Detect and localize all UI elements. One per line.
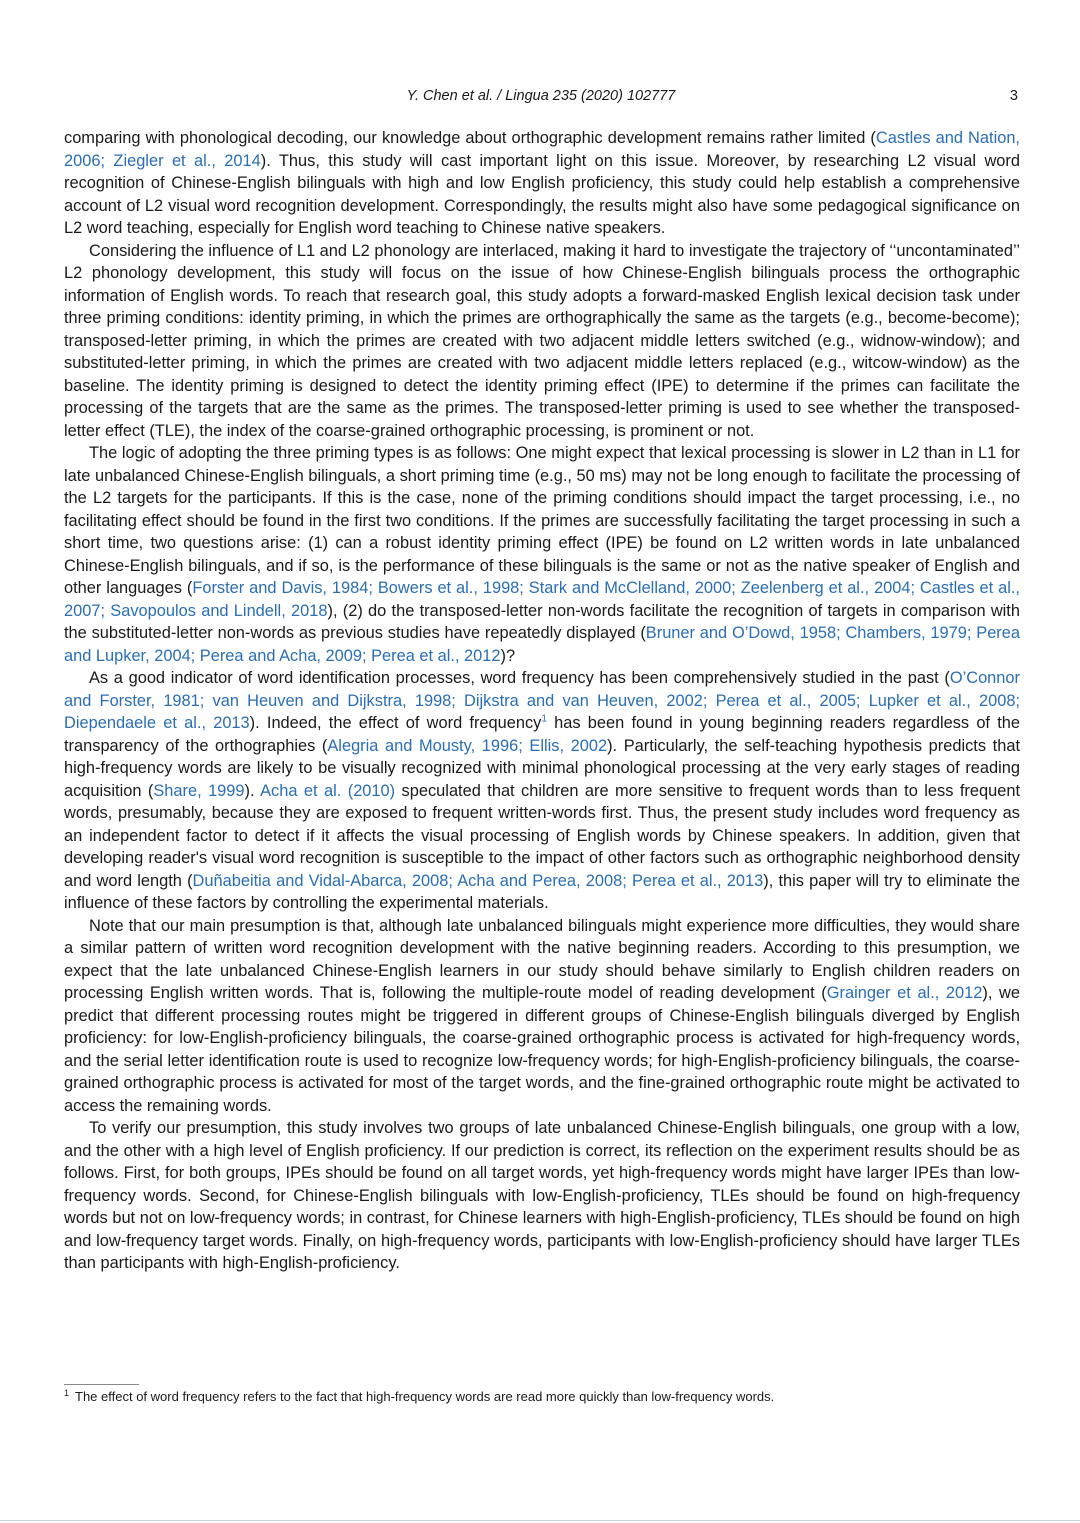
- paragraph-text: Note that our main presumption is that, although late unbalanced bilinguals might experience more difficulties, they would share a similar pattern of written word recognition development with the native beginning readers. According to this presumption, we expect that the late unbalanced Chinese-English learners in our study should behave similarly to English children readers on processing English written words. That is, following the multiple-route model of reading development (: [64, 916, 1020, 1002]
- paragraph-text: has been found in young beginning readers regardless of the transparency of the orthographies (: [64, 714, 1020, 755]
- citation-link[interactable]: Forster and Davis, 1984; Bowers et al., 1998; Stark and McClelland, 2000; Zeelenberg et al., 2004; Castles et al., 2007; Savopoulos and Lindell, 2018: [64, 579, 1020, 620]
- citation-link[interactable]: O’Connor and Forster, 1981; van Heuven and Dijkstra, 1998; Dijkstra and van Heuven, 2002; Perea et al., 2005; Lupker et al., 2008; Diependaele et al., 2013: [64, 669, 1020, 732]
- citation-link[interactable]: Grainger et al., 2012: [826, 984, 983, 1002]
- running-title: Y. Chen et al. / Lingua 235 (2020) 102777: [406, 88, 676, 104]
- citation-link[interactable]: Share, 1999: [153, 781, 245, 800]
- paragraph-text: ).: [244, 781, 261, 800]
- paragraph: [64, 1117, 1020, 1275]
- paragraph-text: ). Indeed, the effect of word frequency: [249, 714, 542, 732]
- citation-link[interactable]: Alegria and Mousty, 1996; Ellis, 2002: [327, 736, 608, 755]
- paragraph-text: The logic of adopting the three priming types is as follows: One might expect that lexical processing is slower in L2 than in L1 for late unbalanced Chinese-English bilinguals, a short priming time (e.g., 50 ms) may not be long enough to facilitate the processing of the L2 targets for the participants. If this is the case, none of the priming conditions should impact the target processing, i.e., no facilitating effect should be found in the first two conditions. If the primes are successfully facilitating the target processing in such a short time, two questions arise: (1) can a robust identity priming effect (IPE) be found on L2 written words in late unbalanced Chinese-English bilinguals, and if so, is the performance of these bilinguals is the same or not as the native speaker of English and other languages (: [64, 444, 1020, 597]
- paragraph-text: ), this paper will try to eliminate the influence of these factors by controlling the experimental materials.: [64, 871, 1020, 912]
- footnote: [64, 1388, 1020, 1406]
- paragraph-text: ), (2) do the transposed-letter non-words facilitate the recognition of targets in comparison with the substituted-letter non-words as previous studies have repeatedly displayed (: [64, 601, 1020, 642]
- paragraph-text: )?: [500, 646, 516, 665]
- body-text: [64, 127, 1020, 1275]
- citation-link[interactable]: Castles and Nation, 2006; Ziegler et al., 2014: [64, 129, 1020, 170]
- citation-link[interactable]: Acha et al. (2010): [260, 781, 396, 800]
- paragraph-text: ). Particularly, the self-teaching hypothesis predicts that high-frequency words are likely to be visually recognized with minimal phonological processing at the very early stages of reading acquisition (: [64, 736, 1020, 800]
- paragraph-text: Considering the influence of L1 and L2 phonology are interlaced, making it hard to investigate the trajectory of ‘‘uncontaminated’’ L2 phonology development, this study will focus on the issue of how Chinese-English bilinguals process the orthographic information of English words. To reach that research goal, this study adopts a forward-masked English lexical decision task under three priming conditions: identity priming, in which the primes are orthographically the same as the targets (e.g., become-become); transposed-letter priming, in which the primes are created with two adjacent middle letters switched (e.g., widnow-window); and substituted-letter priming, in which the primes are created with two adjacent middle letters replaced (e.g., witcow-window) as the baseline. The identity priming is designed to detect the identity priming effect (IPE) to determine if the primes can facilitate the processing of the targets that are the same as the primes. The transposed-letter priming is used to see whether the transposed-letter effect (TLE), the index of the coarse-grained orthographic processing, is prominent or not.: [64, 241, 1020, 440]
- paragraph-text: ). Thus, this study will cast important light on this issue. Moreover, by researching L2 visual word recognition of Chinese-English bilinguals with high and low English proficiency, this study could help establish a comprehensive account of L2 visual word recognition development. Correspondingly, the results might also have some pedagogical significance on L2 word teaching, especially for English word teaching to Chinese native speakers.: [64, 151, 1020, 237]
- footnote-reference-link[interactable]: 1: [541, 713, 547, 725]
- paragraph: [64, 915, 1020, 1118]
- footnote-divider: [64, 1384, 139, 1385]
- page-bottom-edge: [0, 1520, 1080, 1521]
- paragraph-text: As a good indicator of word identification processes, word frequency has been comprehensively studied in the past (: [89, 669, 950, 687]
- paragraph: [64, 667, 1020, 915]
- running-header: [64, 88, 1018, 110]
- paragraph: [64, 240, 1020, 443]
- paragraph-text: To verify our presumption, this study involves two groups of late unbalanced Chinese-English bilinguals, one group with a low, and the other with a high level of English proficiency. If our prediction is correct, its reflection on the experiment results should be as follows. First, for both groups, IPEs should be found on all target words, yet high-frequency words might have larger IPEs than low-frequency words. Second, for Chinese-English bilinguals with low-English-proficiency, TLEs should be found on high-frequency words but not on low-frequency words; in contrast, for Chinese learners with high-English-proficiency, TLEs should be found on high and low-frequency target words. Finally, on high-frequency words, participants with low-English-proficiency should have larger TLEs than participants with high-English-proficiency.: [64, 1119, 1020, 1272]
- paragraph: [64, 127, 1020, 240]
- citation-link[interactable]: Bruner and O’Dowd, 1958; Chambers, 1979; Perea and Lupker, 2004; Perea and Acha, 2009; Perea et al., 2012: [64, 624, 1020, 665]
- citation-link[interactable]: Duñabeitia and Vidal-Abarca, 2008; Acha and Perea, 2008; Perea et al., 2013: [192, 871, 764, 890]
- paragraph-text: speculated that children are more sensitive to frequent words than to less frequent words, presumably, because they are exposed to frequent written-words first. Thus, the present study includes word frequency as an independent factor to detect if it affects the visual processing of English words by Chinese speakers. In addition, given that developing reader's visual word recognition is susceptible to the impact of other factors such as orthographic neighborhood density and word length (: [64, 781, 1020, 890]
- page-number: 3: [1009, 88, 1018, 104]
- paragraph-text: comparing with phonological decoding, our knowledge about orthographic development remains rather limited (: [64, 129, 876, 147]
- paragraph: [64, 442, 1020, 667]
- footnote-text: The effect of word frequency refers to the fact that high-frequency words are read more quickly than low-frequency words.: [75, 1389, 775, 1404]
- paragraph-text: ), we predict that different processing routes might be triggered in different groups of Chinese-English bilinguals diverged by English proficiency: for low-English-proficiency bilinguals, the coarse-grained orthographic process is activated for high-frequency words, and the serial letter identification route is used to recognize low-frequency words; for high-English-proficiency bilinguals, the coarse-grained orthographic process is activated for most of the target words, and the fine-grained orthographic route might be activated to access the remaining words.: [64, 984, 1020, 1115]
- footnote-marker: 1: [64, 1387, 70, 1398]
